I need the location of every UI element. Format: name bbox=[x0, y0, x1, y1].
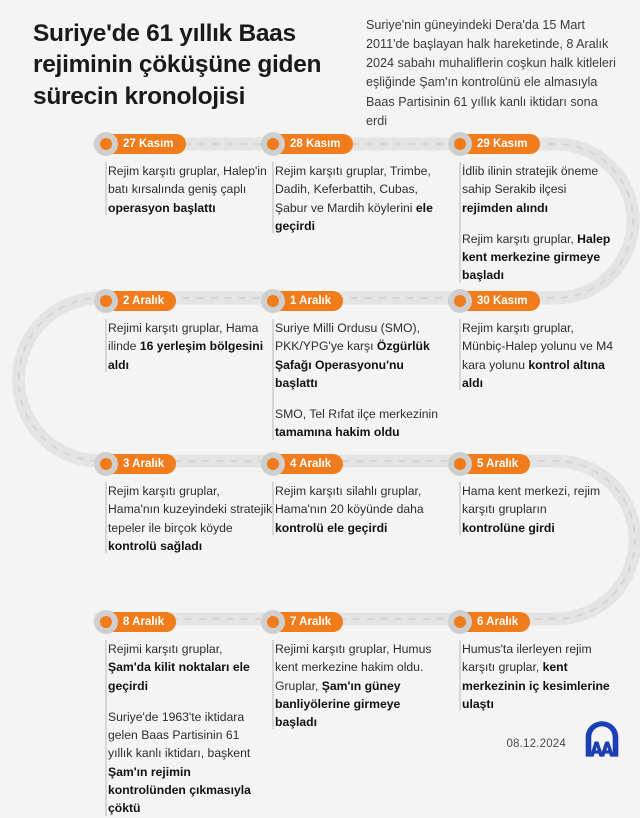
timeline-marker-icon bbox=[448, 289, 472, 313]
timeline-marker-icon bbox=[261, 289, 285, 313]
entry-body bbox=[261, 162, 443, 235]
timeline-badge-row bbox=[448, 132, 620, 156]
date-badge: 29 Kasım bbox=[457, 134, 540, 154]
timeline-entry bbox=[448, 289, 620, 392]
entry-body bbox=[261, 319, 443, 442]
entry-paragraph: Suriye'de 1963'te iktidara gelen Baas Partisinin 61 yıllık kanlı iktidarı, başkent Şam'ın rejimin kontrolünden çıkmasıyla çöktü bbox=[108, 709, 251, 816]
entry-paragraph: Rejim karşıtı gruplar, Trimbe, Dadih, Keferbattih, Cubas, Şabur ve Mardih köylerini ele geçirdi bbox=[275, 164, 433, 233]
timeline-marker-icon bbox=[448, 610, 472, 634]
timeline-marker-icon bbox=[94, 132, 118, 156]
entry-body bbox=[94, 319, 274, 374]
timeline-badge-row bbox=[261, 289, 443, 313]
date-badge: 2 Aralık bbox=[103, 291, 176, 311]
timeline-entry bbox=[94, 452, 274, 555]
date-badge: 5 Aralık bbox=[457, 454, 530, 474]
entry-body bbox=[448, 319, 620, 392]
timeline-badge-row bbox=[94, 289, 274, 313]
timeline-badge-row bbox=[261, 132, 443, 156]
timeline-badge-row bbox=[261, 452, 443, 476]
entry-body bbox=[448, 640, 613, 713]
timeline-marker-icon bbox=[94, 610, 118, 634]
timeline-marker-icon bbox=[94, 452, 118, 476]
timeline-badge-row bbox=[448, 452, 613, 476]
date-badge: 4 Aralık bbox=[270, 454, 343, 474]
entry-body bbox=[448, 482, 613, 537]
timeline-marker-icon bbox=[261, 452, 285, 476]
timeline-badge-row bbox=[448, 610, 613, 634]
page-title: Suriye'de 61 yıllık Baas rejiminin çöküşüne giden sürecin kronolojisi bbox=[33, 20, 322, 110]
entry-paragraph: Hama kent merkezi, rejim karşıtı grupların kontrolüne girdi bbox=[462, 484, 601, 535]
timeline-entry bbox=[94, 132, 274, 217]
entry-paragraph: Rejim karşıtı silahlı gruplar, Hama'nın 20 köyünde daha kontrolü ele geçirdi bbox=[275, 484, 424, 535]
entry-body bbox=[94, 162, 274, 217]
timeline-entry bbox=[261, 132, 443, 235]
timeline-entry bbox=[94, 610, 266, 818]
timeline-badge-row bbox=[94, 452, 274, 476]
date-badge: 27 Kasım bbox=[103, 134, 186, 154]
date-badge: 6 Aralık bbox=[457, 612, 530, 632]
timeline-badge-row bbox=[94, 132, 274, 156]
timeline-entry bbox=[448, 132, 620, 285]
entry-paragraph: Rejim karşıtı gruplar, Halep'in batı kırsalında geniş çaplı operasyon başlattı bbox=[108, 164, 267, 215]
timeline-marker-icon bbox=[448, 452, 472, 476]
timeline-badge-row bbox=[94, 610, 266, 634]
entry-paragraph: SMO, Tel Rıfat ilçe merkezinin tamamına hakim oldu bbox=[275, 407, 439, 440]
date-badge: 28 Kasım bbox=[270, 134, 353, 154]
timeline-entry bbox=[261, 452, 443, 537]
entry-body bbox=[94, 640, 266, 818]
entry-paragraph: Rejimi karşıtı gruplar, Şam'da kilit noktaları ele geçirdi bbox=[108, 642, 250, 693]
date-badge: 8 Aralık bbox=[103, 612, 176, 632]
date-badge: 3 Aralık bbox=[103, 454, 176, 474]
date-badge: 30 Kasım bbox=[457, 291, 540, 311]
entry-paragraph: Humus'ta ilerleyen rejim karşıtı gruplar, kent merkezinin iç kesimlerine ulaştı bbox=[462, 642, 610, 711]
timeline-entry bbox=[261, 610, 443, 731]
publication-date: 08.12.2024 bbox=[506, 738, 566, 750]
timeline-entry bbox=[94, 289, 274, 374]
entry-paragraph: Rejim karşıtı gruplar, Halep kent merkezine girmeye başladı bbox=[462, 231, 611, 283]
entry-body bbox=[261, 482, 443, 537]
timeline-entry bbox=[448, 610, 613, 713]
timeline-badge-row bbox=[261, 610, 443, 634]
entry-body bbox=[94, 482, 274, 555]
entry-paragraph: Suriye Milli Ordusu (SMO), PKK/YPG'ye karşı Özgürlük Şafağı Operasyonu'nu başlattı bbox=[275, 321, 430, 390]
timeline-marker-icon bbox=[448, 132, 472, 156]
date-badge: 7 Aralık bbox=[270, 612, 343, 632]
date-badge: 1 Aralık bbox=[270, 291, 343, 311]
entry-body bbox=[448, 162, 620, 285]
aa-logo-icon bbox=[580, 719, 624, 759]
header-lede: Suriye'nin güneyindeki Dera'da 15 Mart 2011'de başlayan halk hareketinde, 8 Aralık 2024 sabahı muhaliflerin coşkun halk kitleleri eşliğinde Şam'ın kontrolünü ele almasıyla Baas Partisinin 61 yıllık kanlı iktidarı sona erdi bbox=[366, 18, 616, 128]
timeline-entry bbox=[448, 452, 613, 537]
timeline-marker-icon bbox=[94, 289, 118, 313]
entry-paragraph: Rejim karşıtı gruplar, Hama'nın kuzeyindeki stratejik tepeler ile birçok köyde kontrolü sağladı bbox=[108, 484, 273, 553]
header bbox=[0, 0, 640, 128]
entry-paragraph: Rejimi karşıtı gruplar, Humus kent merkezine hakim oldu. Gruplar, Şam'ın güney banliyölerine girmeye başladı bbox=[275, 642, 432, 730]
entry-paragraph: Rejim karşıtı gruplar, Münbiç-Halep yolunu ve M4 kara yolunu kontrol altına aldı bbox=[462, 321, 614, 390]
timeline-marker-icon bbox=[261, 610, 285, 634]
entry-paragraph: İdlib ilinin stratejik öneme sahip Serakib ilçesi rejimden alındı bbox=[462, 164, 599, 215]
entry-body bbox=[261, 640, 443, 731]
timeline-badge-row bbox=[448, 289, 620, 313]
timeline-marker-icon bbox=[261, 132, 285, 156]
timeline-entry bbox=[261, 289, 443, 442]
entry-paragraph: Rejimi karşıtı gruplar, Hama ilinde 16 yerleşim bölgesini aldı bbox=[108, 321, 264, 372]
